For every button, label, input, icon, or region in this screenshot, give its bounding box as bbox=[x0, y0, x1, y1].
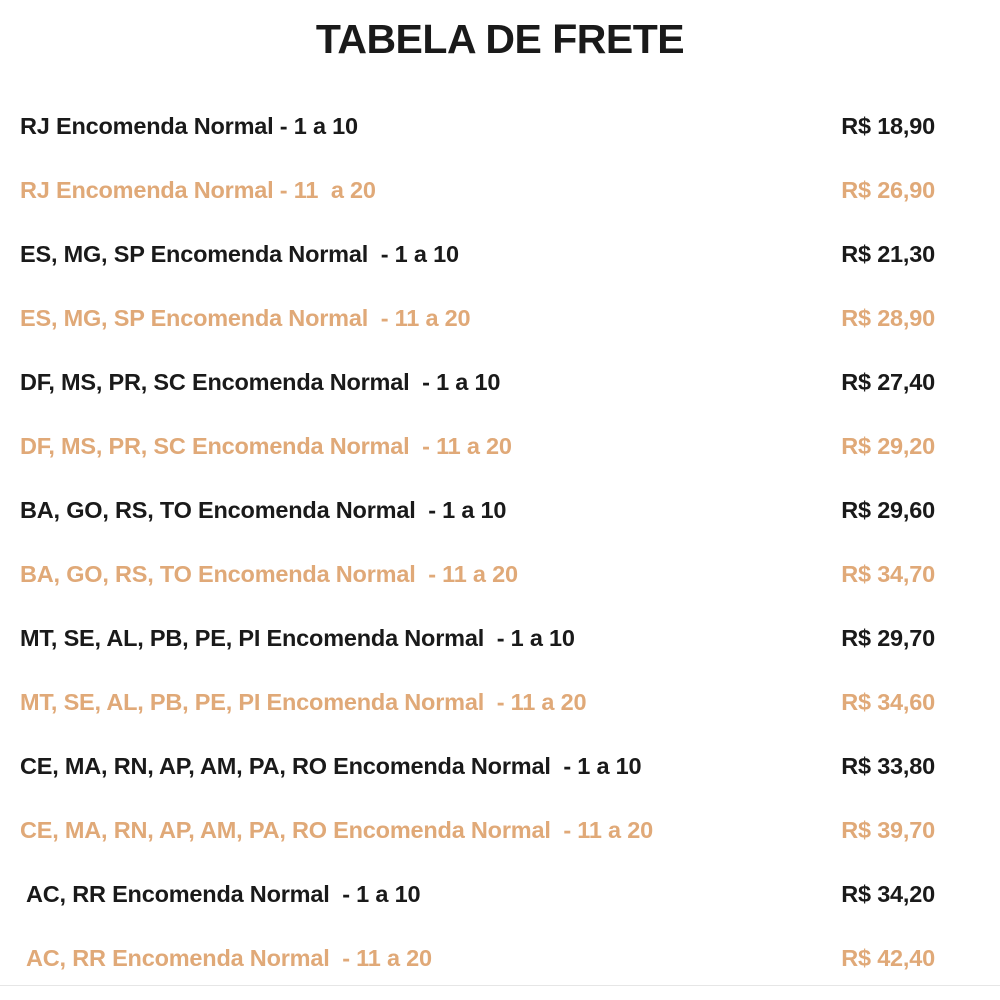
table-row bbox=[0, 862, 1000, 926]
table-row bbox=[0, 478, 1000, 542]
table-row bbox=[0, 606, 1000, 670]
rate-price-value: R$ 29,20 bbox=[841, 433, 935, 459]
rate-price-value: R$ 29,70 bbox=[841, 625, 935, 651]
table-row bbox=[0, 926, 1000, 990]
rate-destination-label: AC, RR Encomenda Normal - 11 a 20 bbox=[26, 945, 432, 971]
rate-price-value: R$ 18,90 bbox=[841, 113, 935, 139]
table-row bbox=[0, 158, 1000, 222]
rate-price-value: R$ 39,70 bbox=[841, 817, 935, 843]
page-title: TABELA DE FRETE bbox=[315, 16, 685, 62]
table-row bbox=[0, 542, 1000, 606]
freight-rate-list bbox=[0, 94, 1000, 990]
rate-price-value: R$ 34,20 bbox=[841, 881, 935, 907]
rate-destination-label: MT, SE, AL, PB, PE, PI Encomenda Normal - 11 a 20 bbox=[20, 689, 587, 715]
rate-price-value: R$ 21,30 bbox=[841, 241, 935, 267]
table-row bbox=[0, 414, 1000, 478]
table-row bbox=[0, 222, 1000, 286]
rate-destination-label: AC, RR Encomenda Normal - 1 a 10 bbox=[26, 881, 421, 907]
bottom-divider bbox=[0, 985, 1000, 986]
rate-destination-label: RJ Encomenda Normal - 11 a 20 bbox=[20, 177, 376, 203]
table-row bbox=[0, 734, 1000, 798]
rate-price-value: R$ 27,40 bbox=[841, 369, 935, 395]
rate-destination-label: DF, MS, PR, SC Encomenda Normal - 11 a 20 bbox=[20, 433, 512, 459]
table-row bbox=[0, 286, 1000, 350]
rate-price-value: R$ 42,40 bbox=[841, 945, 935, 971]
rate-price-value: R$ 33,80 bbox=[841, 753, 935, 779]
rate-price-value: R$ 34,60 bbox=[841, 689, 935, 715]
rate-price-value: R$ 29,60 bbox=[841, 497, 935, 523]
rate-destination-label: MT, SE, AL, PB, PE, PI Encomenda Normal - 1 a 10 bbox=[20, 625, 575, 651]
table-row bbox=[0, 798, 1000, 862]
rate-price-value: R$ 34,70 bbox=[841, 561, 935, 587]
table-row bbox=[0, 350, 1000, 414]
rate-destination-label: CE, MA, RN, AP, AM, PA, RO Encomenda Normal - 1 a 10 bbox=[20, 753, 642, 779]
rate-destination-label: DF, MS, PR, SC Encomenda Normal - 1 a 10 bbox=[20, 369, 501, 395]
rate-price-value: R$ 28,90 bbox=[841, 305, 935, 331]
table-row bbox=[0, 670, 1000, 734]
rate-destination-label: CE, MA, RN, AP, AM, PA, RO Encomenda Normal - 11 a 20 bbox=[20, 817, 653, 843]
rate-destination-label: RJ Encomenda Normal - 1 a 10 bbox=[20, 113, 358, 139]
rate-destination-label: BA, GO, RS, TO Encomenda Normal - 11 a 20 bbox=[20, 561, 518, 587]
rate-destination-label: BA, GO, RS, TO Encomenda Normal - 1 a 10 bbox=[20, 497, 507, 523]
table-row bbox=[0, 94, 1000, 158]
rate-destination-label: ES, MG, SP Encomenda Normal - 1 a 10 bbox=[20, 241, 459, 267]
rate-destination-label: ES, MG, SP Encomenda Normal - 11 a 20 bbox=[20, 305, 471, 331]
rate-price-value: R$ 26,90 bbox=[841, 177, 935, 203]
